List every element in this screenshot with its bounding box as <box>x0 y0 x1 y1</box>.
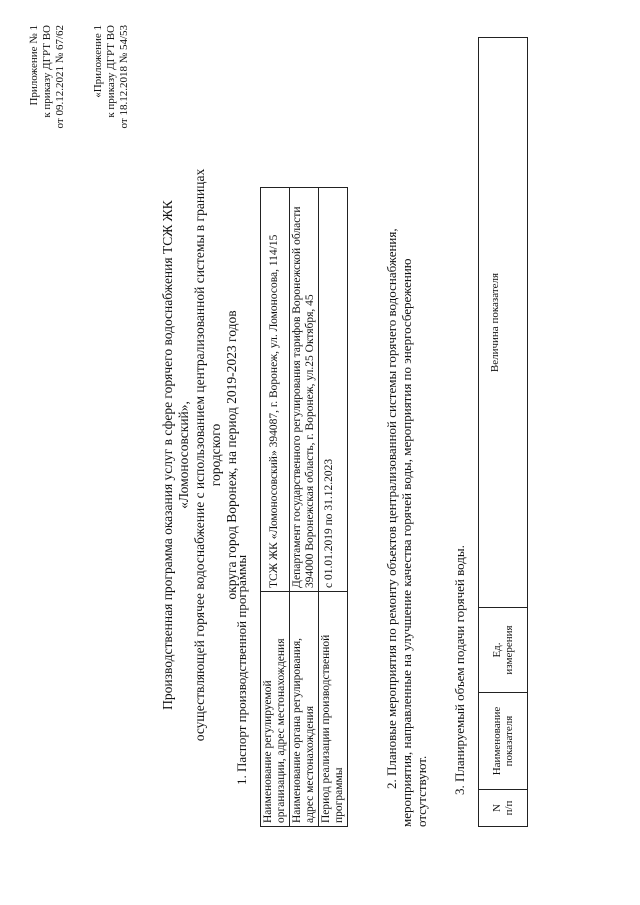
col-name-line2: показателя <box>503 715 515 767</box>
col-value-header <box>479 38 528 608</box>
passport-value-cell <box>290 188 319 592</box>
col-number-header <box>479 790 528 827</box>
passport-value-cell <box>261 188 290 592</box>
section2-line3: отсутствуют. <box>414 755 429 827</box>
appendix-new-block <box>28 25 67 285</box>
passport-row-regulator <box>290 188 319 827</box>
section3-heading: 3. Планируемый объем подачи горячей воды. <box>452 545 467 795</box>
passport-value-line: ТСЖ ЖК «Ломоносовский» 394087, г. Воронеж, ул. Ломоносова, 114/15 <box>268 234 280 588</box>
section2-line2: мероприятия, направленные на улучшение качества горячей воды, мероприятия по энергосбережению <box>399 258 414 827</box>
program-title <box>160 155 240 755</box>
passport-key-cell <box>319 592 348 827</box>
appendix-old-block <box>92 25 131 285</box>
appendix-new-line3: от 09.12.2021 № 67/62 <box>54 25 66 129</box>
col-unit-header <box>479 608 528 693</box>
passport-row-period <box>319 188 348 827</box>
section1-heading: 1. Паспорт производственной программы <box>234 554 249 785</box>
passport-key-line: Наименование органа регулирования, <box>291 637 303 823</box>
passport-value-cell <box>319 188 348 592</box>
appendix-new-line2: к приказу ДГРТ ВО <box>41 25 53 118</box>
appendix-new-line1: Приложение № 1 <box>28 25 40 106</box>
col-value-label: Величина показателя <box>489 272 501 373</box>
title-line2: осуществляющей горячее водоснабжение с использованием централизованной системы в границах городского <box>192 168 223 742</box>
passport-key-cell <box>261 592 290 827</box>
passport-key-line: программы <box>333 767 345 823</box>
col-name-header <box>479 693 528 790</box>
passport-row-organization <box>261 188 290 827</box>
title-line1: Производственная программа оказания услуг в сфере горячего водоснабжения ТСЖ ЖК «Ломоносовский», <box>160 200 191 710</box>
col-number-line1: N <box>491 804 503 812</box>
passport-key-line: Наименование регулируемой <box>262 680 274 823</box>
passport-value-line: Департамент государственного регулирования тарифов Воронежской области <box>291 206 303 588</box>
passport-table <box>260 187 348 827</box>
passport-key-cell <box>290 592 319 827</box>
col-unit-line2: измерения <box>503 625 515 675</box>
water-volume-table <box>478 37 528 827</box>
passport-value-line: 394000 Воронежская область, г. Воронеж, ул.25 Октября, 45 <box>304 294 316 588</box>
appendix-old-line1: «Приложение 1 <box>92 25 104 98</box>
appendix-old-line3: от 18.12.2018 № 54/53 <box>118 25 130 129</box>
col-name-line1: Наименование <box>491 706 503 776</box>
section2-paragraph <box>384 37 429 827</box>
col-unit-line1: Ед. <box>491 642 503 658</box>
passport-key-line: адрес местонахождения <box>304 705 316 823</box>
col-number-line2: п/п <box>503 800 515 816</box>
section2-line1: 2. Плановые мероприятия по ремонту объектов централизованной системы горячего водоснабжения, <box>384 228 399 789</box>
water-volume-header-row <box>479 38 528 827</box>
passport-key-line: организации, адрес местонахождения <box>275 638 287 823</box>
appendix-old-line2: к приказу ДГРТ ВО <box>105 25 117 118</box>
passport-value-line: с 01.01.2019 по 31.12.2023 <box>323 458 335 588</box>
title-line3: округа город Воронеж, на период 2019-2023 годов <box>224 310 239 600</box>
passport-key-line: Период реализации производственной <box>320 634 332 823</box>
